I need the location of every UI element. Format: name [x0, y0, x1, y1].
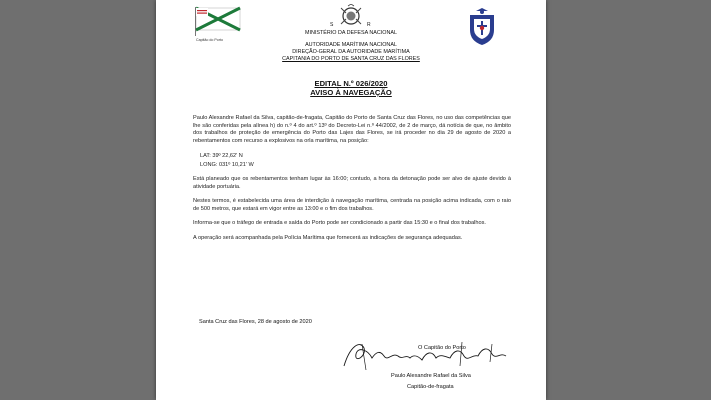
latitude: LAT: 39º 22,62' N [200, 153, 243, 160]
captaincy-title: CAPITANIA DO PORTO DE SANTA CRUZ DAS FLORES [282, 56, 420, 62]
paragraph-4: Informa-se que o tráfego de entrada e saída do Porto pode ser condicionado a partir das 15:30 e o final dos trabalhos. [193, 220, 486, 227]
place-date: Santa Cruz das Flores, 28 de agosto de 2020 [199, 319, 312, 325]
signatory-rank: Capitão-de-fragata [407, 384, 454, 390]
signature-title: O Capitão do Porto [418, 345, 466, 351]
flag-caption: Capitão do Porto [196, 38, 223, 42]
directorate-title: DIREÇÃO-GERAL DA AUTORIDADE MARÍTIMA [292, 49, 410, 55]
signatory-name: Paulo Alexandre Rafael da Silva [391, 373, 471, 379]
document-body [193, 115, 511, 249]
crest-letter-left: S [330, 22, 334, 28]
longitude: LONG: 031º 10,21' W [200, 161, 254, 168]
paragraph-2: Está planeado que os rebentamentos tenham lugar às 16:00; contudo, a hora da detonação pode ser alvo de ajuste devido à atividade portuária. [193, 176, 511, 190]
edital-subject: AVISO À NAVEGAÇÃO [310, 88, 392, 97]
paragraph-3: Nestes termos, é estabelecida uma área de interdição à navegação marítima, centrada na posição acima indicada, com o raio de 500 metros, que estará em vigor entre as 13:00 e o fim dos trabalhos. [193, 198, 511, 212]
republic-crest-icon [336, 4, 366, 28]
paragraph-5: A operação será acompanhada pela Polícia Marítima que fornecerá as indicações de segurança adequadas. [193, 234, 463, 241]
authority-title: AUTORIDADE MARÍTIMA NACIONAL [305, 42, 397, 48]
document-page [156, 0, 546, 400]
edital-number: EDITAL N.º 026/2020 [314, 79, 388, 88]
handwritten-signature [342, 336, 510, 372]
paragraph-1: Paulo Alexandre Rafael da Silva, capitão-de-fragata, Capitão do Porto de Santa Cruz das Flores, no uso das competências que lhe são conferidas pela alínea h) do n.º 4 do art.º 13º do Decreto-Lei n.º 44/2002, de 2 de março, dá notícia de que, no âmbito dos trabalhos de proteção de emergência do Porto das Lajes das Flores, se irá proceder no dia 29 de agosto de 2020 a rebentamentos com recurso a explosivos na orla marítima, na posição: [193, 115, 511, 144]
crest-letter-right: R [367, 22, 371, 28]
captaincy-shield-icon [467, 8, 497, 46]
ministry-title: MINISTÉRIO DA DEFESA NACIONAL [305, 30, 397, 36]
